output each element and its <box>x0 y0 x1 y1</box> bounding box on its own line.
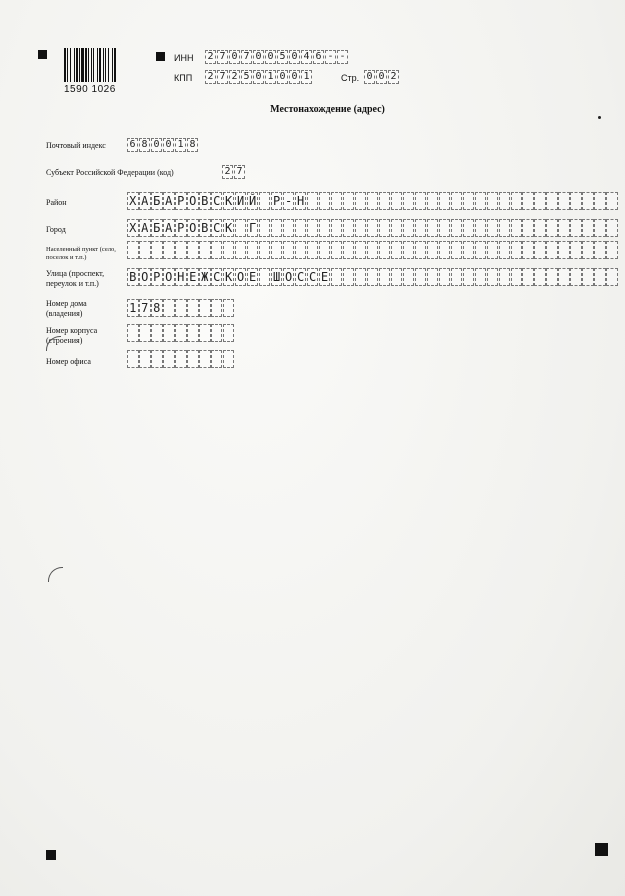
building-label: Номер корпуса (строения) <box>46 326 98 345</box>
subject-label: Субъект Российской Федерации (код) <box>46 168 174 177</box>
char-cell <box>367 268 379 286</box>
char-cell: А <box>163 192 175 210</box>
char-cell <box>283 219 295 237</box>
char-cell <box>331 219 343 237</box>
char-cell <box>546 268 558 286</box>
char-cell <box>163 299 175 317</box>
char-cell <box>199 241 211 259</box>
char-cell <box>259 219 271 237</box>
char-cell: - <box>283 192 295 210</box>
city-label: Город <box>46 225 66 234</box>
char-cell: А <box>139 219 151 237</box>
char-cell: 5 <box>277 50 288 64</box>
building-cells <box>127 324 235 342</box>
char-cell <box>499 268 511 286</box>
char-cell <box>463 219 475 237</box>
postal-index-cells <box>127 138 199 152</box>
char-cell <box>606 192 618 210</box>
char-cell: 0 <box>289 50 300 64</box>
char-cell <box>403 241 415 259</box>
char-cell <box>570 241 582 259</box>
district-label: Район <box>46 198 67 207</box>
char-cell <box>403 268 415 286</box>
char-cell: 0 <box>151 138 162 152</box>
char-cell <box>127 324 139 342</box>
char-cell: 0 <box>376 70 387 84</box>
char-cell <box>403 219 415 237</box>
corner-marker-top-left <box>38 50 47 59</box>
subject-code-cells <box>222 165 246 179</box>
char-cell: 1 <box>175 138 186 152</box>
char-cell <box>379 268 391 286</box>
char-cell <box>355 241 367 259</box>
char-cell: Н <box>295 192 307 210</box>
char-cell <box>451 192 463 210</box>
char-cell <box>534 192 546 210</box>
char-cell <box>546 241 558 259</box>
char-cell: С <box>211 192 223 210</box>
char-cell <box>355 268 367 286</box>
char-cell: - <box>325 50 336 64</box>
char-cell <box>427 219 439 237</box>
char-cell <box>139 241 151 259</box>
char-cell: К <box>223 192 235 210</box>
char-cell <box>582 241 594 259</box>
char-cell: 7 <box>234 165 245 179</box>
char-cell <box>151 241 163 259</box>
office-label: Номер офиса <box>46 357 91 366</box>
char-cell: 1 <box>127 299 139 317</box>
char-cell <box>175 299 187 317</box>
char-cell <box>391 241 403 259</box>
char-cell: К <box>223 219 235 237</box>
kpp-cells <box>205 70 313 84</box>
char-cell: Б <box>151 192 163 210</box>
char-cell: Р <box>175 192 187 210</box>
char-cell <box>247 241 259 259</box>
char-cell <box>259 192 271 210</box>
char-cell <box>259 268 271 286</box>
char-cell: О <box>187 192 199 210</box>
char-cell <box>475 219 487 237</box>
char-cell <box>187 324 199 342</box>
char-cell <box>211 299 223 317</box>
street-label: Улица (проспект, переулок и т.п.) <box>46 269 105 288</box>
char-cell <box>379 219 391 237</box>
postal-index-label: Почтовый индекс <box>46 141 106 150</box>
char-cell <box>594 241 606 259</box>
char-cell: 0 <box>265 50 276 64</box>
char-cell <box>187 299 199 317</box>
char-cell <box>522 241 534 259</box>
char-cell: 0 <box>163 138 174 152</box>
char-cell <box>151 350 163 368</box>
char-cell: 8 <box>151 299 163 317</box>
char-cell <box>307 219 319 237</box>
char-cell <box>319 219 331 237</box>
char-cell <box>594 268 606 286</box>
char-cell <box>558 241 570 259</box>
char-cell <box>139 350 151 368</box>
char-cell <box>534 241 546 259</box>
char-cell <box>187 350 199 368</box>
char-cell <box>475 192 487 210</box>
char-cell <box>463 192 475 210</box>
char-cell <box>415 241 427 259</box>
char-cell <box>522 192 534 210</box>
char-cell: 0 <box>253 50 264 64</box>
char-cell <box>295 241 307 259</box>
char-cell <box>558 268 570 286</box>
char-cell: С <box>211 268 223 286</box>
char-cell <box>427 192 439 210</box>
char-cell: - <box>337 50 348 64</box>
char-cell: 0 <box>229 50 240 64</box>
char-cell <box>163 350 175 368</box>
char-cell <box>163 241 175 259</box>
char-cell: 4 <box>301 50 312 64</box>
char-cell <box>211 350 223 368</box>
char-cell <box>511 268 523 286</box>
char-cell: О <box>187 219 199 237</box>
char-cell <box>367 241 379 259</box>
char-cell: И <box>235 192 247 210</box>
char-cell <box>487 241 499 259</box>
char-cell <box>582 219 594 237</box>
char-cell: Й <box>247 192 259 210</box>
speck <box>598 116 601 119</box>
char-cell <box>211 324 223 342</box>
char-cell <box>295 219 307 237</box>
char-cell: Х <box>127 192 139 210</box>
char-cell: С <box>307 268 319 286</box>
char-cell <box>570 268 582 286</box>
char-cell <box>271 241 283 259</box>
char-cell <box>151 324 163 342</box>
house-label: Номер дома (владения) <box>46 299 87 318</box>
char-cell <box>175 241 187 259</box>
char-cell: 2 <box>205 50 216 64</box>
char-cell <box>367 219 379 237</box>
char-cell <box>582 192 594 210</box>
char-cell <box>594 219 606 237</box>
settlement-cells <box>127 241 618 259</box>
char-cell <box>331 268 343 286</box>
char-cell: Г <box>247 219 259 237</box>
char-cell <box>439 192 451 210</box>
char-cell: К <box>223 268 235 286</box>
char-cell <box>511 241 523 259</box>
char-cell <box>499 219 511 237</box>
char-cell: 0 <box>364 70 375 84</box>
char-cell <box>570 192 582 210</box>
city-cells <box>127 219 618 237</box>
inn-cells <box>205 50 349 64</box>
corner-marker-bottom-left <box>46 850 56 860</box>
char-cell <box>403 192 415 210</box>
char-cell: 7 <box>217 70 228 84</box>
char-cell <box>427 241 439 259</box>
char-cell <box>223 350 235 368</box>
char-cell <box>463 241 475 259</box>
char-cell <box>594 192 606 210</box>
barcode-number: 1590 1026 <box>64 84 116 95</box>
char-cell: В <box>199 192 211 210</box>
char-cell <box>331 241 343 259</box>
char-cell: 6 <box>313 50 324 64</box>
char-cell <box>163 324 175 342</box>
char-cell: А <box>163 219 175 237</box>
page-label: Стр. <box>341 73 360 83</box>
char-cell <box>391 192 403 210</box>
char-cell <box>307 192 319 210</box>
char-cell: О <box>163 268 175 286</box>
office-cells <box>127 350 235 368</box>
char-cell <box>546 219 558 237</box>
char-cell <box>439 268 451 286</box>
char-cell <box>439 241 451 259</box>
char-cell <box>415 268 427 286</box>
char-cell <box>223 299 235 317</box>
char-cell <box>343 219 355 237</box>
house-cells <box>127 299 235 317</box>
char-cell <box>499 192 511 210</box>
char-cell: С <box>295 268 307 286</box>
char-cell: В <box>127 268 139 286</box>
char-cell: 1 <box>301 70 312 84</box>
corner-marker-bottom-right <box>595 843 608 856</box>
char-cell: 7 <box>241 50 252 64</box>
char-cell: Р <box>175 219 187 237</box>
char-cell <box>355 192 367 210</box>
char-cell <box>307 241 319 259</box>
char-cell: О <box>139 268 151 286</box>
char-cell <box>499 241 511 259</box>
char-cell <box>522 219 534 237</box>
char-cell <box>271 219 283 237</box>
char-cell <box>283 241 295 259</box>
char-cell: 2 <box>388 70 399 84</box>
char-cell <box>511 219 523 237</box>
char-cell <box>582 268 594 286</box>
char-cell <box>546 192 558 210</box>
char-cell: 0 <box>253 70 264 84</box>
char-cell: 2 <box>205 70 216 84</box>
char-cell <box>606 219 618 237</box>
char-cell <box>343 192 355 210</box>
char-cell <box>319 192 331 210</box>
char-cell <box>127 350 139 368</box>
char-cell <box>319 241 331 259</box>
char-cell <box>487 192 499 210</box>
char-cell <box>451 241 463 259</box>
char-cell <box>199 350 211 368</box>
char-cell <box>534 219 546 237</box>
char-cell <box>558 192 570 210</box>
char-cell <box>606 241 618 259</box>
char-cell: 7 <box>139 299 151 317</box>
char-cell <box>175 350 187 368</box>
char-cell <box>391 219 403 237</box>
char-cell: Е <box>187 268 199 286</box>
char-cell <box>391 268 403 286</box>
char-cell: 2 <box>229 70 240 84</box>
char-cell <box>331 192 343 210</box>
char-cell: Х <box>127 219 139 237</box>
char-cell <box>415 219 427 237</box>
char-cell: 7 <box>217 50 228 64</box>
char-cell: Е <box>247 268 259 286</box>
street-cells <box>127 268 618 286</box>
scan-artifact <box>48 567 63 582</box>
char-cell: Е <box>319 268 331 286</box>
char-cell <box>223 241 235 259</box>
char-cell <box>175 324 187 342</box>
char-cell <box>259 241 271 259</box>
char-cell: 8 <box>139 138 150 152</box>
char-cell <box>558 219 570 237</box>
char-cell: 0 <box>289 70 300 84</box>
char-cell: 6 <box>127 138 138 152</box>
district-cells <box>127 192 618 210</box>
char-cell: О <box>283 268 295 286</box>
char-cell <box>235 219 247 237</box>
char-cell <box>451 219 463 237</box>
char-cell: В <box>199 219 211 237</box>
kpp-label: КПП <box>174 73 193 83</box>
char-cell <box>367 192 379 210</box>
char-cell: Ш <box>271 268 283 286</box>
barcode-icon <box>64 48 138 82</box>
char-cell <box>127 241 139 259</box>
settlement-label: Населенный пункт (село, поселок и т.п.) <box>46 246 116 261</box>
char-cell: Ж <box>199 268 211 286</box>
char-cell: 5 <box>241 70 252 84</box>
char-cell <box>475 241 487 259</box>
char-cell <box>451 268 463 286</box>
char-cell <box>235 241 247 259</box>
char-cell: 0 <box>277 70 288 84</box>
page-number-cells <box>364 70 400 84</box>
char-cell: Н <box>175 268 187 286</box>
char-cell: 2 <box>222 165 233 179</box>
char-cell <box>427 268 439 286</box>
char-cell: 1 <box>265 70 276 84</box>
char-cell <box>187 241 199 259</box>
char-cell: Б <box>151 219 163 237</box>
char-cell <box>487 219 499 237</box>
corner-marker-top-mid <box>156 52 165 61</box>
char-cell <box>199 324 211 342</box>
char-cell <box>487 268 499 286</box>
char-cell <box>199 299 211 317</box>
char-cell <box>439 219 451 237</box>
char-cell: А <box>139 192 151 210</box>
char-cell: Р <box>271 192 283 210</box>
char-cell <box>415 192 427 210</box>
char-cell: О <box>235 268 247 286</box>
char-cell: 8 <box>187 138 198 152</box>
char-cell <box>343 268 355 286</box>
inn-label: ИНН <box>174 53 194 63</box>
char-cell <box>606 268 618 286</box>
char-cell: Р <box>151 268 163 286</box>
char-cell <box>475 268 487 286</box>
page-title: Местонахождение (адрес) <box>270 104 385 115</box>
char-cell <box>511 192 523 210</box>
char-cell <box>355 219 367 237</box>
char-cell <box>211 241 223 259</box>
char-cell <box>570 219 582 237</box>
char-cell: С <box>211 219 223 237</box>
char-cell <box>379 241 391 259</box>
char-cell <box>463 268 475 286</box>
char-cell <box>139 324 151 342</box>
char-cell <box>522 268 534 286</box>
char-cell <box>343 241 355 259</box>
char-cell <box>534 268 546 286</box>
char-cell <box>379 192 391 210</box>
char-cell <box>223 324 235 342</box>
